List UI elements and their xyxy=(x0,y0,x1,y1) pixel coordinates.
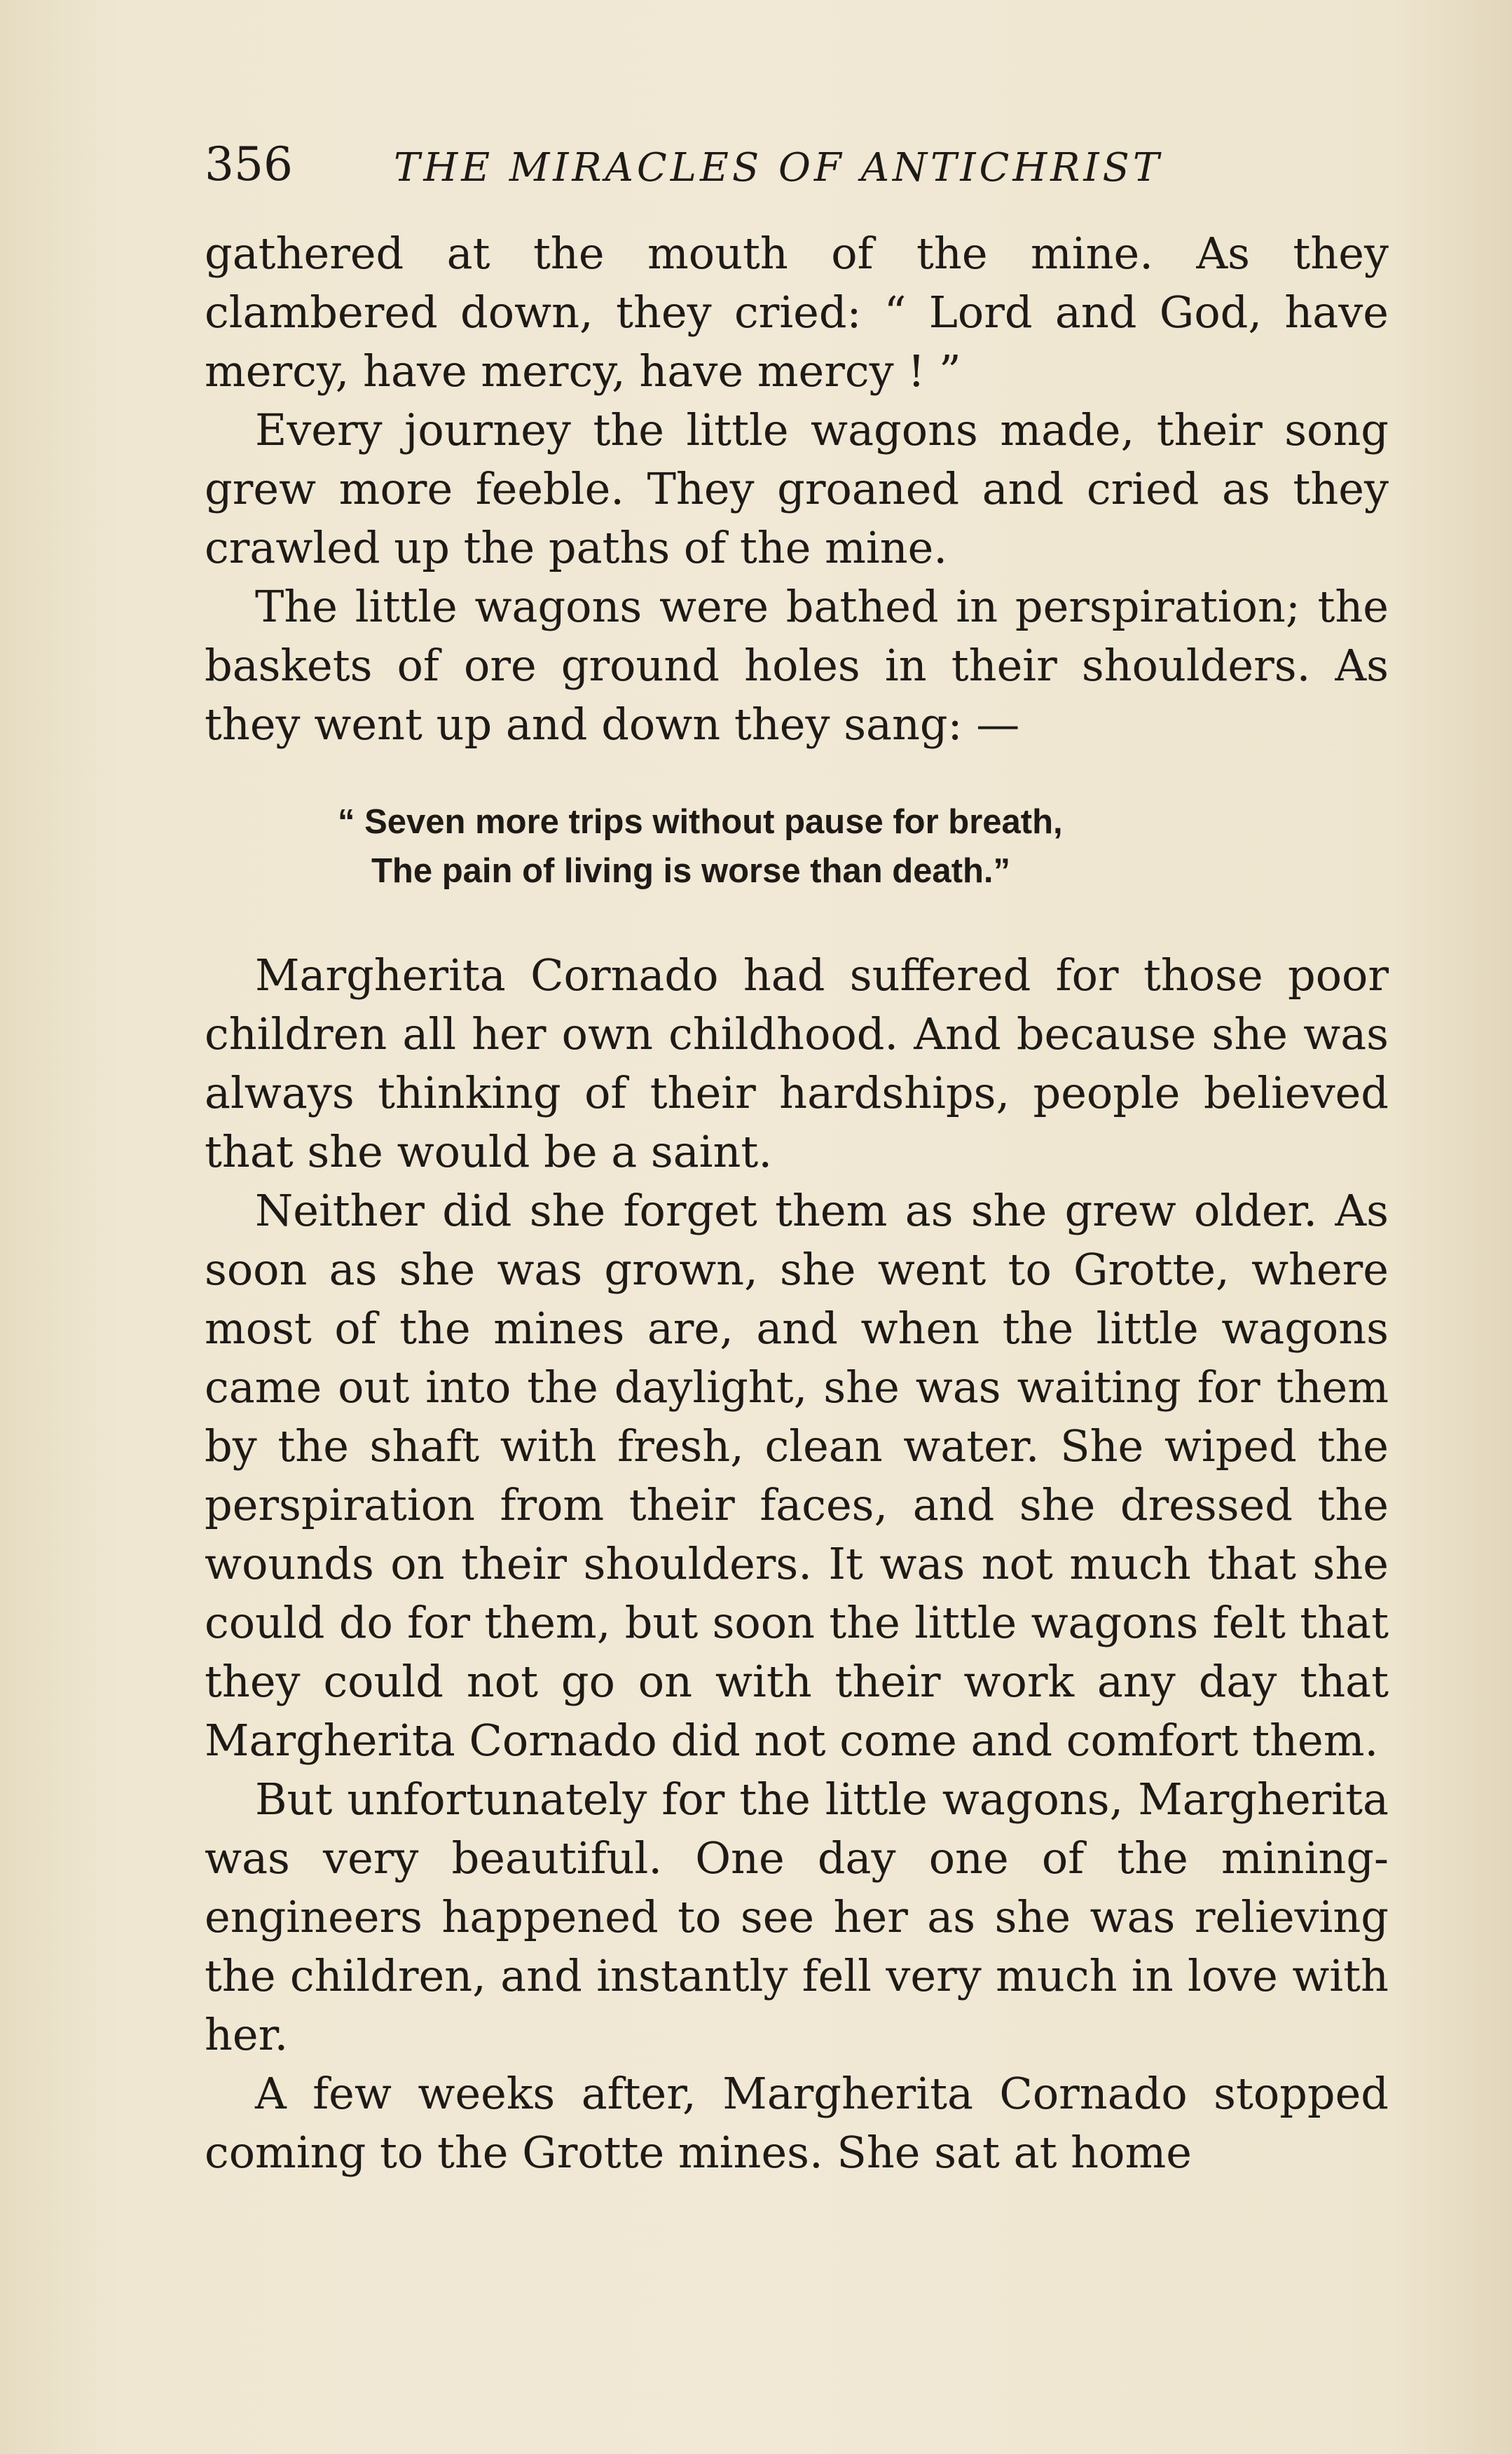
page-header xyxy=(205,123,1389,200)
page-number: 356 xyxy=(205,137,293,191)
verse-line: The pain of living is worse than death.” xyxy=(371,852,1011,890)
paragraph-journey: Every journey the little wagons made, their song grew more feeble. They groaned and cried as they crawled up the paths of the mine. xyxy=(205,404,1389,573)
paragraph-few-weeks: A few weeks after, Margherita Cornado stopped coming to the Grotte mines. She sat at home xyxy=(205,2068,1389,2178)
paragraph-margherita: Margherita Cornado had suffered for those poor children all her own childhood. And because she was always thinking of their hardships, people believed that she would be a saint. xyxy=(205,950,1389,1177)
verse-quote xyxy=(205,797,1389,896)
body-text xyxy=(205,224,1389,2182)
running-head: THE MIRACLES OF ANTICHRIST xyxy=(394,145,1163,191)
paragraph-perspiration: The little wagons were bathed in perspiration; the baskets of ore ground holes in their shoulders. As they went up and down they sang: — xyxy=(205,581,1389,750)
paragraph-beautiful: But unfortunately for the little wagons, Margherita was very beautiful. One day one of the mining-engineers happened to see her as she was relieving the children, and instantly fell very much in love with her. xyxy=(205,1774,1389,2060)
verse-line: “ Seven more trips without pause for breath, xyxy=(338,803,1063,841)
paragraph-continued: gathered at the mouth of the mine. As they clambered down, they cried: “ Lord and God, have mercy, have mercy, have mercy ! ” xyxy=(205,228,1389,397)
paragraph-grotte: Neither did she forget them as she grew older. As soon as she was grown, she went to Grotte, where most of the mines are, and when the little wagons came out into the daylight, she was waiting for them by the shaft with fresh, clean water. She wiped the perspiration from their faces, and she dressed the wounds on their shoulders. It was not much that she could do for them, but soon the little wagons felt that they could not go on with their work any day that Margherita Cornado did not come and comfort them. xyxy=(205,1185,1389,1766)
